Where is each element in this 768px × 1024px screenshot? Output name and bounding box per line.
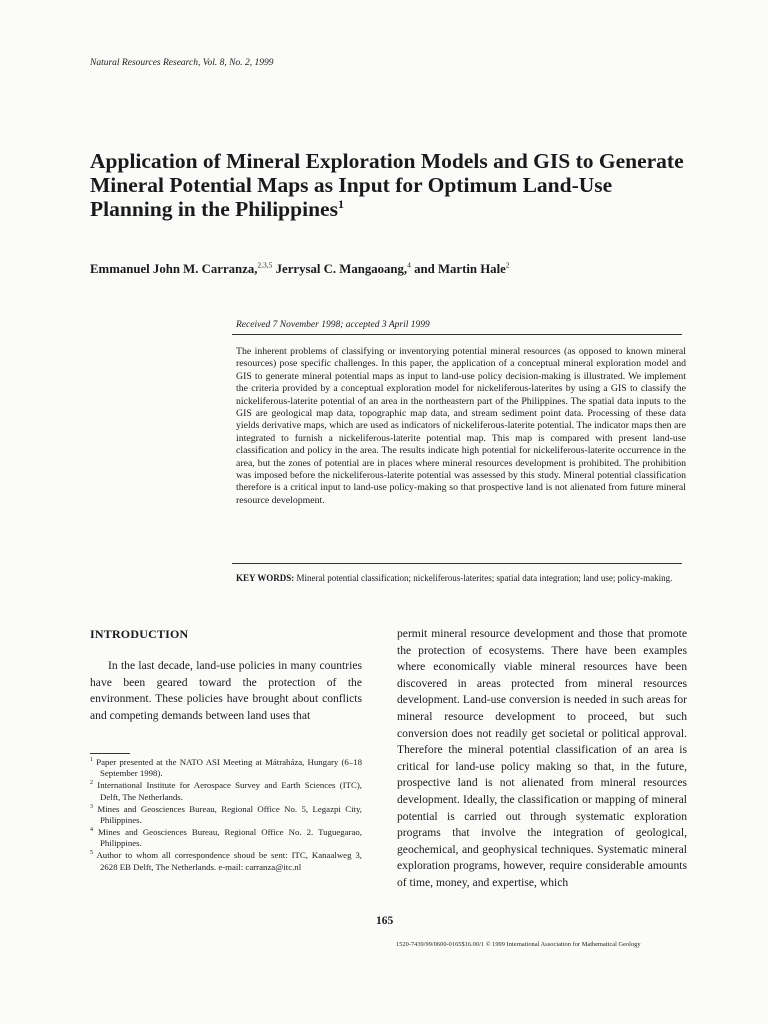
copyright-line: 1520-7439/99/0600-0165$16.00/1 © 1999 International Association for Mathematical Geology <box>396 941 641 948</box>
title-footnote-mark: 1 <box>337 196 344 211</box>
footnote-mark: 2 <box>90 780 93 787</box>
footnote-text: Mines and Geosciences Bureau, Regional Office No. 5, Legazpi City, Philippines. <box>97 803 362 826</box>
author-affiliation-mark: 2 <box>505 260 510 270</box>
footnote-rule <box>90 753 130 754</box>
footnote-text: International Institute for Aerospace Survey and Earth Sciences (ITC), Delft, The Netherlands. <box>97 780 362 802</box>
footnote-text: Mines and Geosciences Bureau, Regional Office No. 2. Tuguegarao, Philippines. <box>98 826 362 849</box>
author-affiliation-mark: 2,3,5 <box>257 260 273 270</box>
footnote <box>90 804 362 827</box>
paper-title <box>90 149 690 221</box>
paper-title-text: Application of Mineral Exploration Models and GIS to Generate Mineral Potential Maps as Input for Optimum Land-Use Planning in the Philippines <box>90 149 684 221</box>
footnote-mark: 3 <box>90 803 93 810</box>
keywords-label: KEY WORDS: <box>236 573 295 583</box>
intro-paragraph-right: permit mineral resource development and those that promote the protection of ecosystems. There have been examples where economically viable mineral resources have been discovered in areas protected from mineral resources development. Land-use conversion is needed in such areas for mineral resource development to proceed, but such conversion does not readily get societal or political approval. Therefore the mineral potential classification of an area is critical for land-use policy making so that, in the future, prospective land is not alienated from mineral resources development. Ideally, the classification or mapping of mineral potential is carried out through systematic exploration programs that involve the integration of geological, geochemical, and geophysical techniques. Systematic mineral exploration programs, however, require considerable amounts of time, money, and expertise, which <box>397 627 687 889</box>
footnote <box>90 780 362 803</box>
footnote <box>90 757 362 780</box>
journal-citation: Natural Resources Research, Vol. 8, No. 2, 1999 <box>90 58 274 68</box>
footnote-mark: 4 <box>90 827 93 834</box>
footnotes <box>90 757 362 874</box>
intro-paragraph-left: In the last decade, land-use policies in many countries have been geared toward the protection of the environment. These policies have brought about conflicts and competing demands between land uses that <box>90 659 362 722</box>
abstract-bottom-rule <box>232 563 682 564</box>
abstract-top-rule <box>232 334 682 335</box>
author-name: Jerrysal C. Mangaoang, <box>275 262 408 276</box>
footnote <box>90 850 362 873</box>
author-affiliation-mark: 4 <box>407 260 411 270</box>
section-heading: INTRODUCTION <box>90 627 189 641</box>
footnote-mark: 5 <box>90 850 93 857</box>
footnote <box>90 827 362 850</box>
author-name: Martin Hale <box>437 262 506 276</box>
keywords-text: Mineral potential classification; nickeliferous-laterites; spatial data integration; land use; policy-making. <box>296 573 673 583</box>
abstract: The inherent problems of classifying or inventorying potential mineral resources (as opposed to known mineral resources) pose specific challenges. In this paper, the application of a conceptual mineral exploration model and GIS to generate mineral potential maps as input to land-use policy decision-making is illustrated. We implement the criteria provided by a conceptual exploration model for nickeliferous-laterites by using a GIS to classify the nickeliferous-laterite potential of an area in the northeastern part of the Philippines. The spatial data inputs to the GIS are geological map data, topographic map data, and stream sediment point data. Processing of these data yields derivative maps, which are used as indicators of nickeliferous-laterite potential. The indicator maps then are integrated to furnish a nickeliferous-laterite potential map. This map is compared with present land-use classification and policy in the area. The results indicate high potential for nickeliferous-laterite occurrence in the area, but the zones of potential are in places where mineral resources development is prohibited. The prohibition was imposed before the nickeliferous-laterite potential was assessed by this study. Mineral potential classification therefore is a critical input to land-use policy-making so that prospective land is not alienated from future mineral resource development. <box>236 346 686 506</box>
footnote-text: Author to whom all correspondence shoud be sent: ITC, Kanaalweg 3, 2628 EB Delft, The Netherlands. e-mail: carranza@itc.nl <box>96 850 362 872</box>
keywords <box>236 572 686 584</box>
footnote-mark: 1 <box>90 757 93 764</box>
page-number: 165 <box>376 915 394 927</box>
footnote-text: Paper presented at the NATO ASI Meeting at Mátraháza, Hungary (6–18 September 1998). <box>96 757 363 779</box>
author-list <box>90 262 510 277</box>
received-dates: Received 7 November 1998; accepted 3 April 1999 <box>236 320 430 330</box>
author-conjunction: and <box>414 262 435 276</box>
author-name: Emmanuel John M. Carranza, <box>90 262 258 276</box>
